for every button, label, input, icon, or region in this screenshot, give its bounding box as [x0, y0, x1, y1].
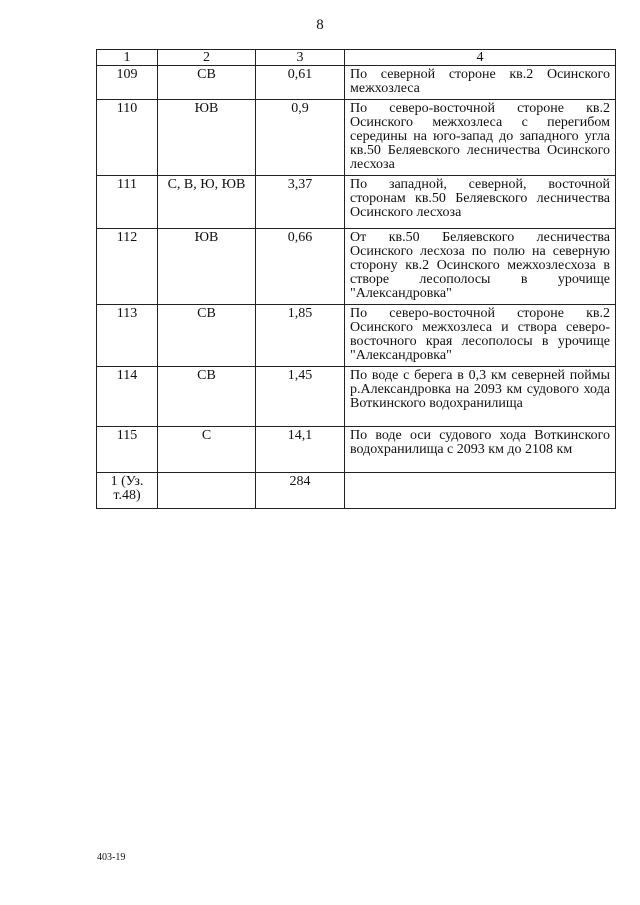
column-header-4: 4 [345, 50, 616, 66]
table-row [97, 305, 616, 367]
length-cell: 3,37 [256, 176, 345, 229]
table-row [97, 66, 616, 100]
row-number-cell: 114 [97, 367, 158, 427]
boundary-table [96, 49, 616, 509]
row-number-cell: 1 (Уз. т.48) [97, 473, 158, 509]
description-cell: По северо-восточной стороне кв.2 Осинского межхозлеса с перегибом середины на юго-запад до западного угла кв.50 Беляевского лесничества Осинского лесхоза [345, 100, 616, 176]
column-header-3: 3 [256, 50, 345, 66]
direction-cell: СВ [158, 66, 256, 100]
description-cell: По воде с берега в 0,3 км северней поймы р.Александровка на 2093 км судового хода Воткинского водохранилища [345, 367, 616, 427]
description-cell: По северо-восточной стороне кв.2 Осинского межхозлеса и створа северо-восточного края лесополосы в урочище "Александровка" [345, 305, 616, 367]
table-row [97, 100, 616, 176]
direction-cell: СВ [158, 367, 256, 427]
direction-cell: С, В, Ю, ЮВ [158, 176, 256, 229]
length-cell: 1,85 [256, 305, 345, 367]
table-row [97, 427, 616, 473]
table-row [97, 473, 616, 509]
direction-cell: СВ [158, 305, 256, 367]
direction-cell: ЮВ [158, 229, 256, 305]
length-cell: 14,1 [256, 427, 345, 473]
description-cell: По западной, северной, восточной сторонам кв.50 Беляевского лесничества Осинского лесхоза [345, 176, 616, 229]
table-row [97, 229, 616, 305]
length-cell: 0,61 [256, 66, 345, 100]
row-number-cell: 112 [97, 229, 158, 305]
direction-cell: ЮВ [158, 100, 256, 176]
page-number: 8 [316, 17, 324, 33]
row-number-cell: 115 [97, 427, 158, 473]
direction-cell [158, 473, 256, 509]
description-cell: От кв.50 Беляевского лесничества Осинского лесхоза по полю на северную сторону кв.2 Осинского межхозлесхоза в створе лесополосы в урочище "Александровка" [345, 229, 616, 305]
document-code: 403-19 [97, 852, 126, 863]
row-number-cell: 111 [97, 176, 158, 229]
length-cell: 0,66 [256, 229, 345, 305]
description-cell [345, 473, 616, 509]
description-cell: По воде оси судового хода Воткинского водохранилища с 2093 км до 2108 км [345, 427, 616, 473]
length-cell: 0,9 [256, 100, 345, 176]
table-header-row [97, 50, 616, 66]
table-row [97, 367, 616, 427]
row-number-cell: 109 [97, 66, 158, 100]
row-number-cell: 113 [97, 305, 158, 367]
column-header-1: 1 [97, 50, 158, 66]
table-row [97, 176, 616, 229]
direction-cell: С [158, 427, 256, 473]
length-cell: 1,45 [256, 367, 345, 427]
column-header-2: 2 [158, 50, 256, 66]
row-number-cell: 110 [97, 100, 158, 176]
description-cell: По северной стороне кв.2 Осинского межхозлеса [345, 66, 616, 100]
length-cell: 284 [256, 473, 345, 509]
